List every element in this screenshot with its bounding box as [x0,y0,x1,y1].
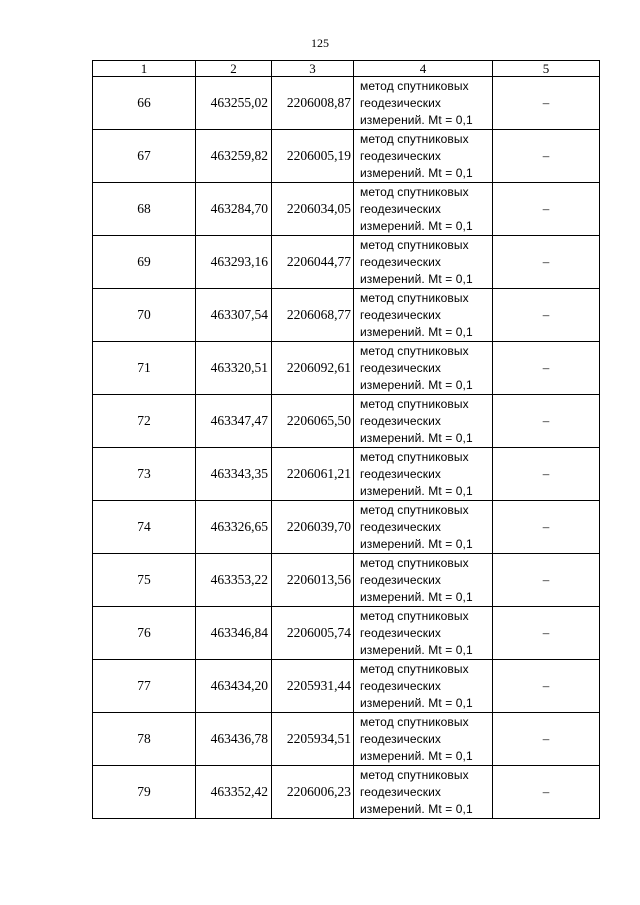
table-header [93,61,600,77]
y-coordinate-cell: 2206065,50 [272,395,354,448]
y-coordinate-cell: 2205934,51 [272,713,354,766]
point-number-cell: 78 [93,713,196,766]
note-cell: – [493,236,600,289]
note-cell: – [493,766,600,819]
y-coordinate-cell: 2206006,23 [272,766,354,819]
x-coordinate-cell: 463353,22 [196,554,272,607]
column-header-4: 4 [354,61,493,77]
method-cell [354,236,493,289]
y-coordinate-cell: 2206092,61 [272,342,354,395]
note-cell: – [493,607,600,660]
table-row [93,501,600,554]
method-text-line: метод спутниковых [360,502,469,517]
point-number-cell: 69 [93,236,196,289]
method-text-line: измерений. Mt = 0,1 [360,377,473,392]
x-coordinate-cell: 463343,35 [196,448,272,501]
method-cell [354,342,493,395]
y-coordinate-cell: 2205931,44 [272,660,354,713]
y-coordinate-cell: 2206005,74 [272,607,354,660]
column-header-5: 5 [493,61,600,77]
method-cell [354,660,493,713]
method-text-line: измерений. Mt = 0,1 [360,324,473,339]
method-text-line: измерений. Mt = 0,1 [360,801,473,816]
method-text-line: геодезических [360,731,441,746]
y-coordinate-cell: 2206061,21 [272,448,354,501]
method-cell [354,183,493,236]
method-text-line: метод спутниковых [360,555,469,570]
y-coordinate-cell: 2206044,77 [272,236,354,289]
method-text-line: метод спутниковых [360,449,469,464]
x-coordinate-cell: 463434,20 [196,660,272,713]
method-text-line: геодезических [360,254,441,269]
x-coordinate-cell: 463347,47 [196,395,272,448]
method-cell [354,395,493,448]
point-number-cell: 74 [93,501,196,554]
method-text-line: геодезических [360,95,441,110]
x-coordinate-cell: 463346,84 [196,607,272,660]
method-cell [354,607,493,660]
y-coordinate-cell: 2206008,87 [272,77,354,130]
x-coordinate-cell: 463326,65 [196,501,272,554]
method-text-line: измерений. Mt = 0,1 [360,112,473,127]
point-number-cell: 66 [93,77,196,130]
y-coordinate-cell: 2206034,05 [272,183,354,236]
method-text-line: измерений. Mt = 0,1 [360,483,473,498]
x-coordinate-cell: 463352,42 [196,766,272,819]
note-cell: – [493,130,600,183]
method-text-line: метод спутниковых [360,290,469,305]
page-number: 125 [311,36,329,50]
method-text-line: измерений. Mt = 0,1 [360,695,473,710]
table-row [93,713,600,766]
column-header-3: 3 [272,61,354,77]
y-coordinate-cell: 2206039,70 [272,501,354,554]
note-cell: – [493,660,600,713]
x-coordinate-cell: 463307,54 [196,289,272,342]
method-text-line: геодезических [360,784,441,799]
note-cell: – [493,77,600,130]
point-number-cell: 73 [93,448,196,501]
method-text-line: измерений. Mt = 0,1 [360,165,473,180]
x-coordinate-cell: 463255,02 [196,77,272,130]
table-row [93,395,600,448]
table-row [93,342,600,395]
y-coordinate-cell: 2206013,56 [272,554,354,607]
method-text-line: метод спутниковых [360,767,469,782]
method-cell [354,289,493,342]
method-text-line: измерений. Mt = 0,1 [360,430,473,445]
method-text-line: метод спутниковых [360,237,469,252]
table-row [93,236,600,289]
method-text-line: метод спутниковых [360,343,469,358]
method-text-line: геодезических [360,148,441,163]
header-row [93,61,600,77]
method-text-line: геодезических [360,413,441,428]
note-cell: – [493,395,600,448]
note-cell: – [493,501,600,554]
method-text-line: измерений. Mt = 0,1 [360,748,473,763]
method-text-line: геодезических [360,678,441,693]
column-header-2: 2 [196,61,272,77]
point-number-cell: 77 [93,660,196,713]
method-text-line: метод спутниковых [360,661,469,676]
method-text-line: метод спутниковых [360,78,469,93]
note-cell: – [493,183,600,236]
x-coordinate-cell: 463436,78 [196,713,272,766]
method-text-line: измерений. Mt = 0,1 [360,536,473,551]
note-cell: – [493,448,600,501]
method-cell [354,77,493,130]
method-cell [354,130,493,183]
method-text-line: метод спутниковых [360,131,469,146]
point-number-cell: 71 [93,342,196,395]
table-row [93,183,600,236]
method-text-line: измерений. Mt = 0,1 [360,218,473,233]
point-number-cell: 75 [93,554,196,607]
method-cell [354,766,493,819]
method-text-line: геодезических [360,201,441,216]
method-cell [354,554,493,607]
point-number-cell: 70 [93,289,196,342]
method-text-line: метод спутниковых [360,396,469,411]
column-header-1: 1 [93,61,196,77]
coordinates-table [92,60,600,819]
note-cell: – [493,713,600,766]
method-text-line: геодезических [360,360,441,375]
method-cell [354,448,493,501]
method-text-line: измерений. Mt = 0,1 [360,271,473,286]
table-row [93,448,600,501]
x-coordinate-cell: 463293,16 [196,236,272,289]
x-coordinate-cell: 463320,51 [196,342,272,395]
note-cell: – [493,289,600,342]
table-row [93,766,600,819]
x-coordinate-cell: 463284,70 [196,183,272,236]
note-cell: – [493,342,600,395]
table-row [93,554,600,607]
table-row [93,607,600,660]
table-row [93,77,600,130]
y-coordinate-cell: 2206068,77 [272,289,354,342]
table-row [93,660,600,713]
method-text-line: геодезических [360,519,441,534]
point-number-cell: 76 [93,607,196,660]
point-number-cell: 72 [93,395,196,448]
method-text-line: метод спутниковых [360,714,469,729]
point-number-cell: 67 [93,130,196,183]
table-row [93,289,600,342]
method-text-line: геодезических [360,572,441,587]
note-cell: – [493,554,600,607]
method-text-line: измерений. Mt = 0,1 [360,589,473,604]
x-coordinate-cell: 463259,82 [196,130,272,183]
method-text-line: геодезических [360,307,441,322]
table-body [93,77,600,819]
method-text-line: геодезических [360,466,441,481]
method-cell [354,713,493,766]
point-number-cell: 68 [93,183,196,236]
method-cell [354,501,493,554]
method-text-line: метод спутниковых [360,184,469,199]
method-text-line: геодезических [360,625,441,640]
method-text-line: измерений. Mt = 0,1 [360,642,473,657]
method-text-line: метод спутниковых [360,608,469,623]
table-row [93,130,600,183]
point-number-cell: 79 [93,766,196,819]
y-coordinate-cell: 2206005,19 [272,130,354,183]
